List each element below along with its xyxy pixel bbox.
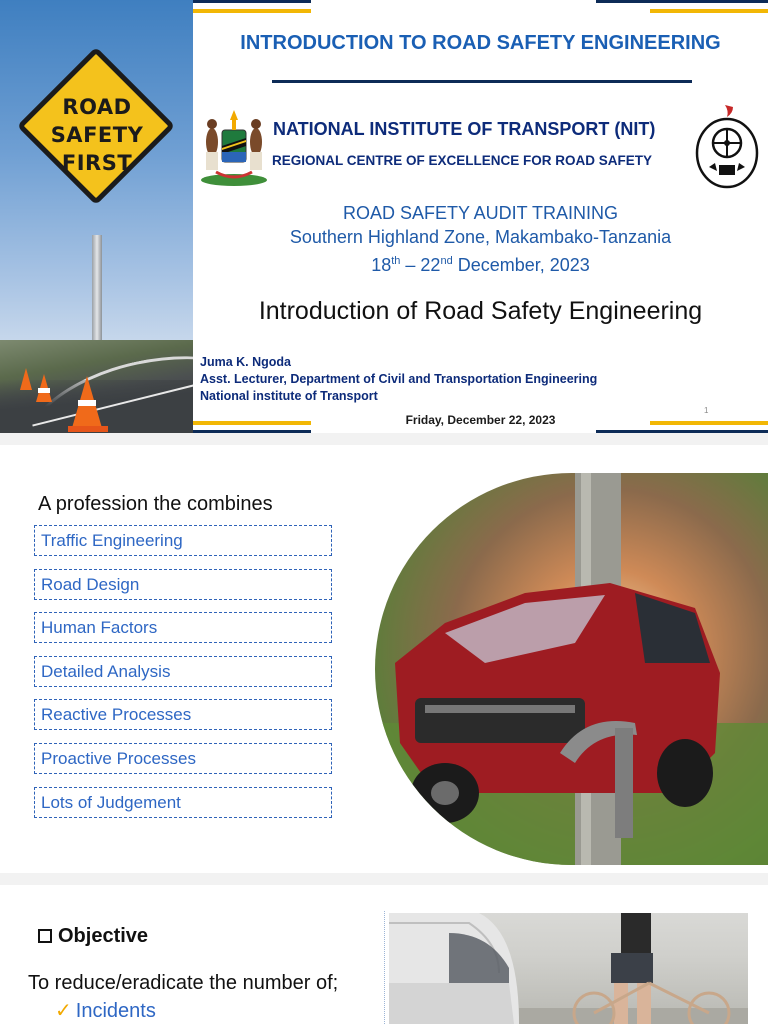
slide-heading: A profession the combines	[38, 493, 273, 515]
list-item: Proactive Processes	[34, 743, 332, 774]
slide-date: Friday, December 22, 2023	[405, 413, 556, 427]
list-item: Traffic Engineering	[34, 525, 332, 556]
title-rule	[272, 80, 692, 83]
author-block	[200, 354, 597, 405]
car-crash-photo	[375, 473, 768, 865]
checkbox-bullet-icon	[38, 929, 52, 943]
bottom-bar-navy-left	[193, 430, 311, 433]
centre-name: REGIONAL CENTRE OF EXCELLENCE FOR ROAD SAFETY	[272, 153, 653, 168]
training-info	[193, 201, 768, 277]
list-item: Human Factors	[34, 612, 332, 643]
list-item: Lots of Judgement	[34, 787, 332, 818]
author-position: Asst. Lecturer, Department of Civil and Transportation Engineering	[200, 372, 598, 386]
list-item: Detailed Analysis	[34, 656, 332, 687]
training-title: ROAD SAFETY AUDIT TRAINING	[342, 203, 619, 223]
sign-line-3: FIRST	[61, 151, 133, 175]
page-number: 1	[704, 406, 709, 415]
training-location: Southern Highland Zone, Makambako-Tanzania	[289, 227, 672, 247]
divider	[384, 911, 385, 1024]
training-dates: 18th – 22nd December, 2023	[371, 255, 590, 275]
top-bar-gold-left	[193, 9, 311, 13]
objective-label: Objective	[58, 925, 149, 947]
objective-heading	[38, 925, 148, 948]
presentation-subtitle: Introduction of Road Safety Engineering	[258, 297, 703, 325]
author-name: Juma K. Ngoda	[200, 355, 291, 369]
objective-text: To reduce/eradicate the number of;	[28, 972, 339, 994]
institution-name: NATIONAL INSTITUTE OF TRANSPORT (NIT)	[273, 119, 656, 139]
sign-pole	[92, 235, 102, 340]
sign-line-1: ROAD	[62, 95, 132, 119]
checkmark-icon: ✓	[55, 998, 72, 1022]
profession-slide	[0, 445, 768, 873]
author-institute: National institute of Transport	[200, 389, 378, 403]
bullet-item	[55, 998, 156, 1023]
objective-slide	[0, 885, 768, 1024]
slide-title: INTRODUCTION TO ROAD SAFETY ENGINEERING	[240, 32, 721, 54]
coat-of-arms-logo	[198, 102, 270, 186]
top-bar-navy-right	[596, 0, 768, 3]
pedestrian-bicycle-photo	[389, 913, 748, 1024]
traffic-cones-road-image	[0, 340, 193, 433]
nit-logo	[695, 103, 759, 189]
sign-text	[40, 93, 154, 177]
list-item: Reactive Processes	[34, 699, 332, 730]
bottom-bar-navy-right	[596, 430, 768, 433]
sign-line-2: SAFETY	[50, 123, 144, 147]
bullet-text: Incidents	[75, 1000, 156, 1022]
title-slide	[0, 0, 768, 433]
top-bar-navy-left	[193, 0, 311, 3]
top-bar-gold-right	[650, 9, 768, 13]
list-item: Road Design	[34, 569, 332, 600]
